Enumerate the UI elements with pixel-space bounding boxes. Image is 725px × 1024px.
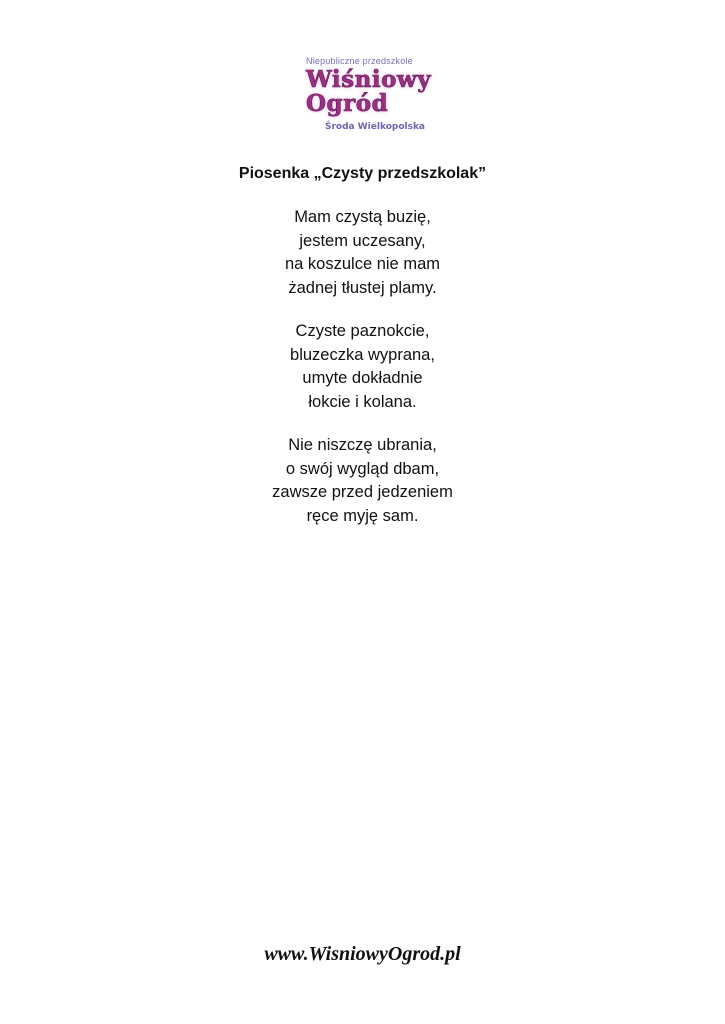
lyric-line: na koszulce nie mam <box>285 255 440 273</box>
lyric-line: łokcie i kolana. <box>308 392 417 411</box>
lyric-line: żadnej tłustej plamy. <box>288 278 437 297</box>
song-lyrics <box>0 206 725 548</box>
logo-word-wisniowy: Wiśniowy <box>306 66 432 93</box>
logo-bottom-text: Środa Wielkopolska <box>325 122 426 132</box>
lyric-line: jestem uczesany, <box>299 231 426 250</box>
logo-word-ogrod: Ogród <box>306 90 389 117</box>
lyric-line: bluzeczka wyprana, <box>290 345 435 364</box>
lyric-line: Nie niszczę ubrania, <box>288 436 437 454</box>
website-footer: www.WisniowyOgrod.pl <box>264 943 461 965</box>
logo-top-text: Niepubliczne przedszkole <box>306 56 413 66</box>
lyric-line: Czyste paznokcie, <box>295 322 430 340</box>
stanza-3 <box>0 434 725 528</box>
lyric-line: o swój wygląd dbam, <box>285 459 440 478</box>
lyric-line: umyte dokładnie <box>302 369 423 387</box>
song-title: Piosenka „Czysty przedszkolak” <box>238 165 487 182</box>
preschool-logo <box>298 52 430 138</box>
stanza-2 <box>0 320 725 414</box>
lyric-line: ręce myję sam. <box>306 506 419 525</box>
stanza-1 <box>0 206 725 300</box>
lyric-line: zawsze przed jedzeniem <box>272 483 453 501</box>
lyric-line: Mam czystą buzię, <box>294 208 431 226</box>
